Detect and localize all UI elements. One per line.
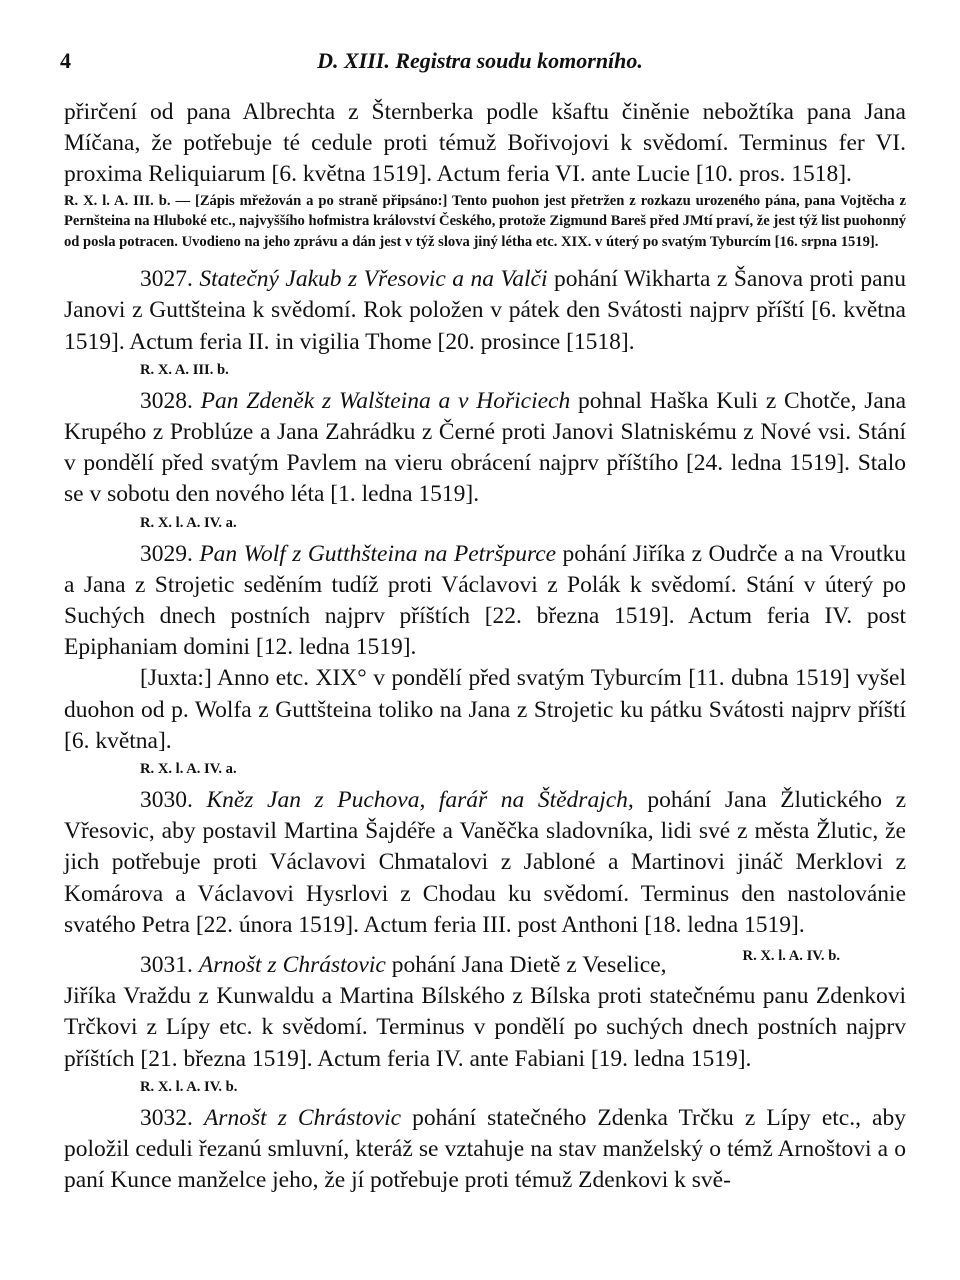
entry-siglum: R. X. l. A. IV. b.	[140, 1078, 238, 1095]
entry-text: pohání Jana Žlutického z Vřesovic, aby postavil Martina Šajdéře a Vaněčka sladovníka, lidi své z města Žlutic, že jich potřebuje proti Václavovi Chmatalovi z Jabloné a Martinovi jináč Merklovi z Komárova a Václavovi Hysrlovi z Chodau ku svědomí. Terminus den nastolovánie svatého Petra [22. února 1519]. Actum feria III. post Anthoni [18. ledna 1519].	[64, 786, 906, 938]
entry-3027	[64, 264, 906, 358]
entry-number: 3029.	[140, 540, 193, 567]
page-body	[64, 97, 906, 1196]
entry-text: pohání Jiříka z Oudrče a na Vroutku a Jana z Strojetic seděním tudíž proti Václavovi z Polák k svědomí. Stání v úterý po Suchých dnech postních najprv příštích [22. března 1519]. Actum feria IV. post Epiphaniam domini [12. ledna 1519].	[64, 540, 906, 661]
entry-party-name: Pan Zdeněk z Walšteina a v Hořiciech	[200, 387, 571, 414]
entry-3028	[64, 386, 906, 511]
intro-paragraph: přirčení od pana Albrechta z Šternberka podle kšaftu činěnie nebožtíka pana Jana Míčana, že potřebuje té cedule proti témuž Bořivojovi k svědomí. Terminus fer VI. proxima Reliquiarum [6. května 1519]. Actum feria VI. ante Lucie [10. pros. 1518].	[64, 99, 906, 188]
entry-number: 3028.	[140, 387, 193, 414]
entry-continuation: [Juxta:] Anno etc. XIX° v pondělí před svatým Tyburcím [11. dubna 1519] vyšel duohon od p. Wolfa z Guttšteina toliko na Jana z Strojetic ku pátku Svátosti najprv příští [6. května].	[64, 665, 906, 754]
entry-number: 3031.	[140, 951, 193, 978]
page-header	[60, 48, 900, 88]
entry-party-name: Arnošt z Chrástovic	[198, 951, 386, 978]
entry-number: 3027.	[140, 266, 193, 293]
entry-siglum: R. X. l. A. IV. a.	[140, 760, 237, 777]
entry-siglum: R. X. l. A. IV. b.	[742, 947, 840, 964]
entry-party-name: Pan Wolf z Gutthšteina na Petršpurce	[199, 540, 557, 567]
entry-3030	[64, 785, 906, 964]
entry-party-name: Statečný Jakub z Vřesovic a na Valči	[199, 266, 548, 293]
entry-siglum: R. X. A. III. b.	[140, 361, 229, 378]
entry-3032	[64, 1103, 906, 1197]
entry-text: pohnal Haška Kuli z Chotče, Jana Krupého z Problúze a Jana Zahrádku z Černé proti Janovi Slatniskému z Nové vsi. Stání v pondělí před svatým Pavlem na vieru obrácení najprv příštího [24. ledna 1519]. Stalo se v sobotu den nového léta [1. ledna 1519].	[64, 387, 907, 508]
entry-number: 3030.	[140, 786, 193, 813]
entry-text: pohání statečného Zdenka Trčku z Lípy etc., aby položil ceduli řezanú smluvní, kteráž se vztahuje na stav manželský o témž Arnoštovi a o paní Kunce manželce jeho, že jí potřebuje proti témuž Zdenkovi k svě-	[64, 1104, 906, 1194]
entry-party-name: Arnošt z Chrástovic	[203, 1104, 402, 1131]
entry-3029	[64, 539, 906, 664]
running-head: D. XIII. Registra soudu komorního.	[317, 48, 643, 73]
entry-text: pohání Wikharta z Šanova proti panu Janovi z Guttšteina k svědomí. Rok položen v pátek den Svátosti najprv příští [6. května 1519]. Actum feria II. in vigilia Thome [20. prosince [1518].	[64, 266, 907, 355]
editorial-note: R. X. l. A. III. b. — [Zápis mřežován a po straně připsáno:] Tento puohon jest přetržen z rozkazu urozeného pána, pana Vojtěcha z Pernšteina na Hluboké etc., najvyššího hofmistra království Českého, protože Zigmund Bareš před JMtí praví, že jest týž list puohonný od posla potracen. Uvodieno na jeho zprávu a dán jest v týž slova jiný létha etc. XIX. v úterý po svatým Tyburcím [16. srpna 1519].	[64, 192, 906, 250]
entry-number: 3032.	[140, 1104, 193, 1131]
entry-siglum: R. X. l. A. IV. a.	[140, 514, 237, 531]
page-number: 4	[60, 48, 71, 73]
entry-party-name: Kněz Jan z Puchova, farář na Štědrajch,	[206, 786, 634, 813]
entry-text: pohání Jana Dietě z Veselice, Jiříka Vraždu z Kunwaldu a Martina Bílského z Bílska proti statečnému panu Zdenkovi Trčkovi z Lípy etc. k svědomí. Terminus v pondělí po suchých dnech postních najprv příštích [21. března 1519]. Actum feria IV. ante Fabiani [19. ledna 1519].	[64, 951, 906, 1072]
